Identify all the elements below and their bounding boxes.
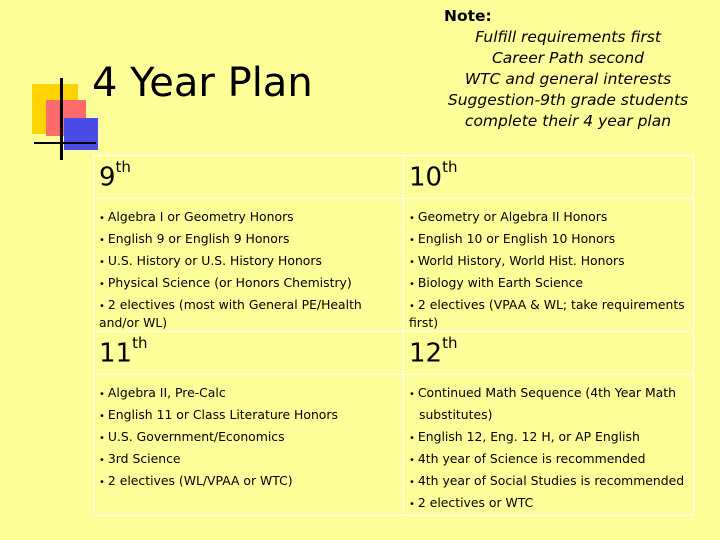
four-year-plan-table bbox=[93, 155, 694, 516]
course-item: • Geometry or Algebra II Honors bbox=[409, 207, 688, 229]
decor-blue-square bbox=[64, 118, 98, 150]
grade-11-number: 11 bbox=[99, 338, 133, 369]
grade-12-header bbox=[404, 332, 694, 375]
note-line: WTC and general interests bbox=[464, 70, 672, 88]
grade-9-number: 9 bbox=[99, 162, 116, 193]
grade-12-courses bbox=[404, 375, 694, 516]
grade-9-courses bbox=[94, 199, 404, 332]
note-line: Fulfill requirements first bbox=[475, 28, 661, 46]
decor-horizontal-line bbox=[34, 142, 96, 144]
course-item: • Biology with Earth Science bbox=[409, 273, 688, 295]
note-line: Career Path second bbox=[491, 49, 645, 67]
note-box bbox=[440, 6, 696, 132]
course-item: • English 9 or English 9 Honors bbox=[99, 229, 398, 251]
course-item: • 2 electives (most with General PE/Health and/or WL) bbox=[99, 297, 398, 331]
course-item: • 2 electives (VPAA & WL; take requirements first) bbox=[409, 297, 688, 331]
grade-10-header bbox=[404, 156, 694, 199]
grade-12-suffix: th bbox=[442, 333, 458, 352]
course-item: • English 11 or Class Literature Honors bbox=[99, 405, 398, 427]
grade-11-courses bbox=[94, 375, 404, 516]
course-item: • English 12, Eng. 12 H, or AP English bbox=[409, 427, 688, 449]
course-item: • 3rd Science bbox=[99, 449, 398, 471]
course-item-continuation: substitutes) bbox=[419, 407, 493, 422]
course-item: • World History, World Hist. Honors bbox=[409, 251, 688, 273]
course-item: • U.S. History or U.S. History Honors bbox=[99, 251, 398, 273]
course-item: • Physical Science (or Honors Chemistry) bbox=[99, 273, 398, 295]
course-item: • 4th year of Social Studies is recommended bbox=[409, 471, 688, 493]
course-item: • Algebra II, Pre-Calc bbox=[99, 383, 398, 405]
course-item: • 2 electives (WL/VPAA or WTC) bbox=[99, 471, 398, 493]
grade-9-suffix: th bbox=[115, 157, 131, 176]
grade-11-header bbox=[94, 332, 404, 375]
note-line: Suggestion-9th grade students bbox=[447, 91, 689, 109]
note-label: Note: bbox=[444, 7, 492, 25]
course-item: • 2 electives or WTC bbox=[409, 493, 688, 515]
course-item: • English 10 or English 10 Honors bbox=[409, 229, 688, 251]
course-item: • 4th year of Science is recommended bbox=[409, 449, 688, 471]
course-item: • U.S. Government/Economics bbox=[99, 427, 398, 449]
grade-10-courses bbox=[404, 199, 694, 332]
grade-9-header bbox=[94, 156, 404, 199]
grade-12-number: 12 bbox=[409, 338, 443, 369]
course-item: • Algebra I or Geometry Honors bbox=[99, 207, 398, 229]
course-item: • Continued Math Sequence (4th Year Math bbox=[409, 383, 688, 405]
decor-vertical-line bbox=[60, 78, 63, 160]
note-line: complete their 4 year plan bbox=[464, 112, 672, 130]
page-title: 4 Year Plan bbox=[92, 60, 313, 106]
grade-10-suffix: th bbox=[442, 157, 458, 176]
grade-10-number: 10 bbox=[409, 162, 443, 193]
grade-11-suffix: th bbox=[132, 333, 148, 352]
